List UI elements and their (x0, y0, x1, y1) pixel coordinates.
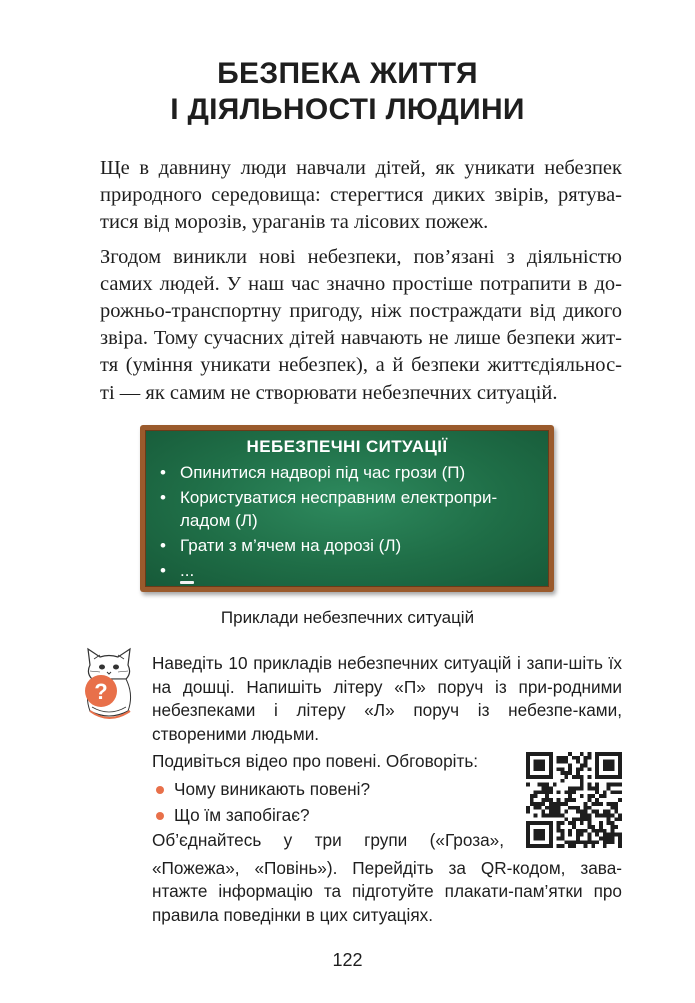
list-item (152, 804, 504, 828)
list-item (156, 461, 546, 484)
intro-line: рожньо-транспортну пригоду, ніж постраждати від дикого (100, 300, 622, 323)
intro-line: самих людей. У наш час значно простіше потрапити в до- (100, 272, 622, 295)
list-item (156, 559, 546, 582)
question-list (152, 778, 504, 827)
intro-line: Ще в давнину люди навчали дітей, як уникати небезпек (100, 157, 622, 179)
task-paragraph-3b: «Пожежа», «Повінь»). Перейдіть за QR-кодом, зава-нтажте інформацію та підготуйте плакати-пам’ятки про правила поведінки в цих ситуаціях. (152, 857, 622, 925)
chalkboard-title: НЕБЕЗПЕЧНІ СИТУАЦІЇ (246, 437, 448, 456)
list-item (156, 486, 546, 532)
list-item-text: Грати з м’ячем на дорозі (Л) (180, 536, 402, 555)
intro-line: природного середовища: стерегтися диких звірів, рятува- (100, 184, 622, 207)
bullet-icon (156, 786, 164, 794)
chalk-piece (180, 581, 194, 584)
task-paragraph-3a: Об’єднайтесь у три групи («Гроза», (152, 830, 504, 851)
qr-code-icon[interactable] (526, 752, 622, 848)
svg-text:?: ? (94, 679, 108, 704)
list-item (156, 534, 546, 557)
list-item (152, 778, 504, 802)
list-item-text: Опинитися надворі під час грози (П) (180, 463, 466, 482)
question-text: Чому виникають повені? (174, 778, 371, 799)
chalkboard-list (156, 461, 546, 584)
page-number: 122 (332, 950, 363, 970)
figure-caption: Приклади небезпечних ситуацій (220, 608, 475, 627)
bullet-icon: • (160, 561, 166, 580)
question-text: Що їм запобігає? (174, 804, 310, 825)
intro-line: тися від морозів, ураганів та лісових пожеж. (100, 211, 489, 234)
intro-paragraph-1 (100, 155, 622, 237)
list-item-text: ... (180, 561, 195, 580)
intro-line: тя (уміння уникати небезпек), а й безпеки життєдіяльнос- (100, 354, 622, 377)
intro-text (100, 155, 622, 414)
bullet-icon: • (160, 536, 166, 555)
list-item-text: Користуватися несправним електропри- ладом (Л) (180, 488, 498, 530)
intro-paragraph-2 (100, 244, 622, 407)
intro-line: ті — як самим не створювати небезпечних ситуацій. (100, 381, 558, 404)
intro-line: Згодом виникли нові небезпеки, пов’язані з діяльністю (100, 245, 622, 268)
page-title (0, 56, 695, 128)
bullet-icon: • (160, 463, 166, 482)
intro-line: звіра. Тому сучасних дітей навчають не лише безпеки жит- (100, 327, 622, 350)
bullet-icon: • (160, 488, 166, 507)
title-line-2: І ДІЯЛЬНОСТІ ЛЮДИНИ (170, 93, 525, 126)
chalkboard (140, 425, 554, 592)
task-paragraph-2: Подивіться відео про повені. Обговоріть: (152, 751, 479, 772)
title-line-1: БЕЗПЕКА ЖИТТЯ (217, 57, 478, 90)
bullet-icon (156, 812, 164, 820)
task-paragraph-1: Наведіть 10 прикладів небезпечних ситуацій і запи-шіть їх на дошці. Напишіть літеру «П» поруч із при-родними небезпеками і літеру «Л» поруч із небезпе-ками, створеними людьми. (152, 653, 622, 744)
chalkboard-surface (145, 430, 549, 587)
cat-question-icon (76, 645, 142, 723)
